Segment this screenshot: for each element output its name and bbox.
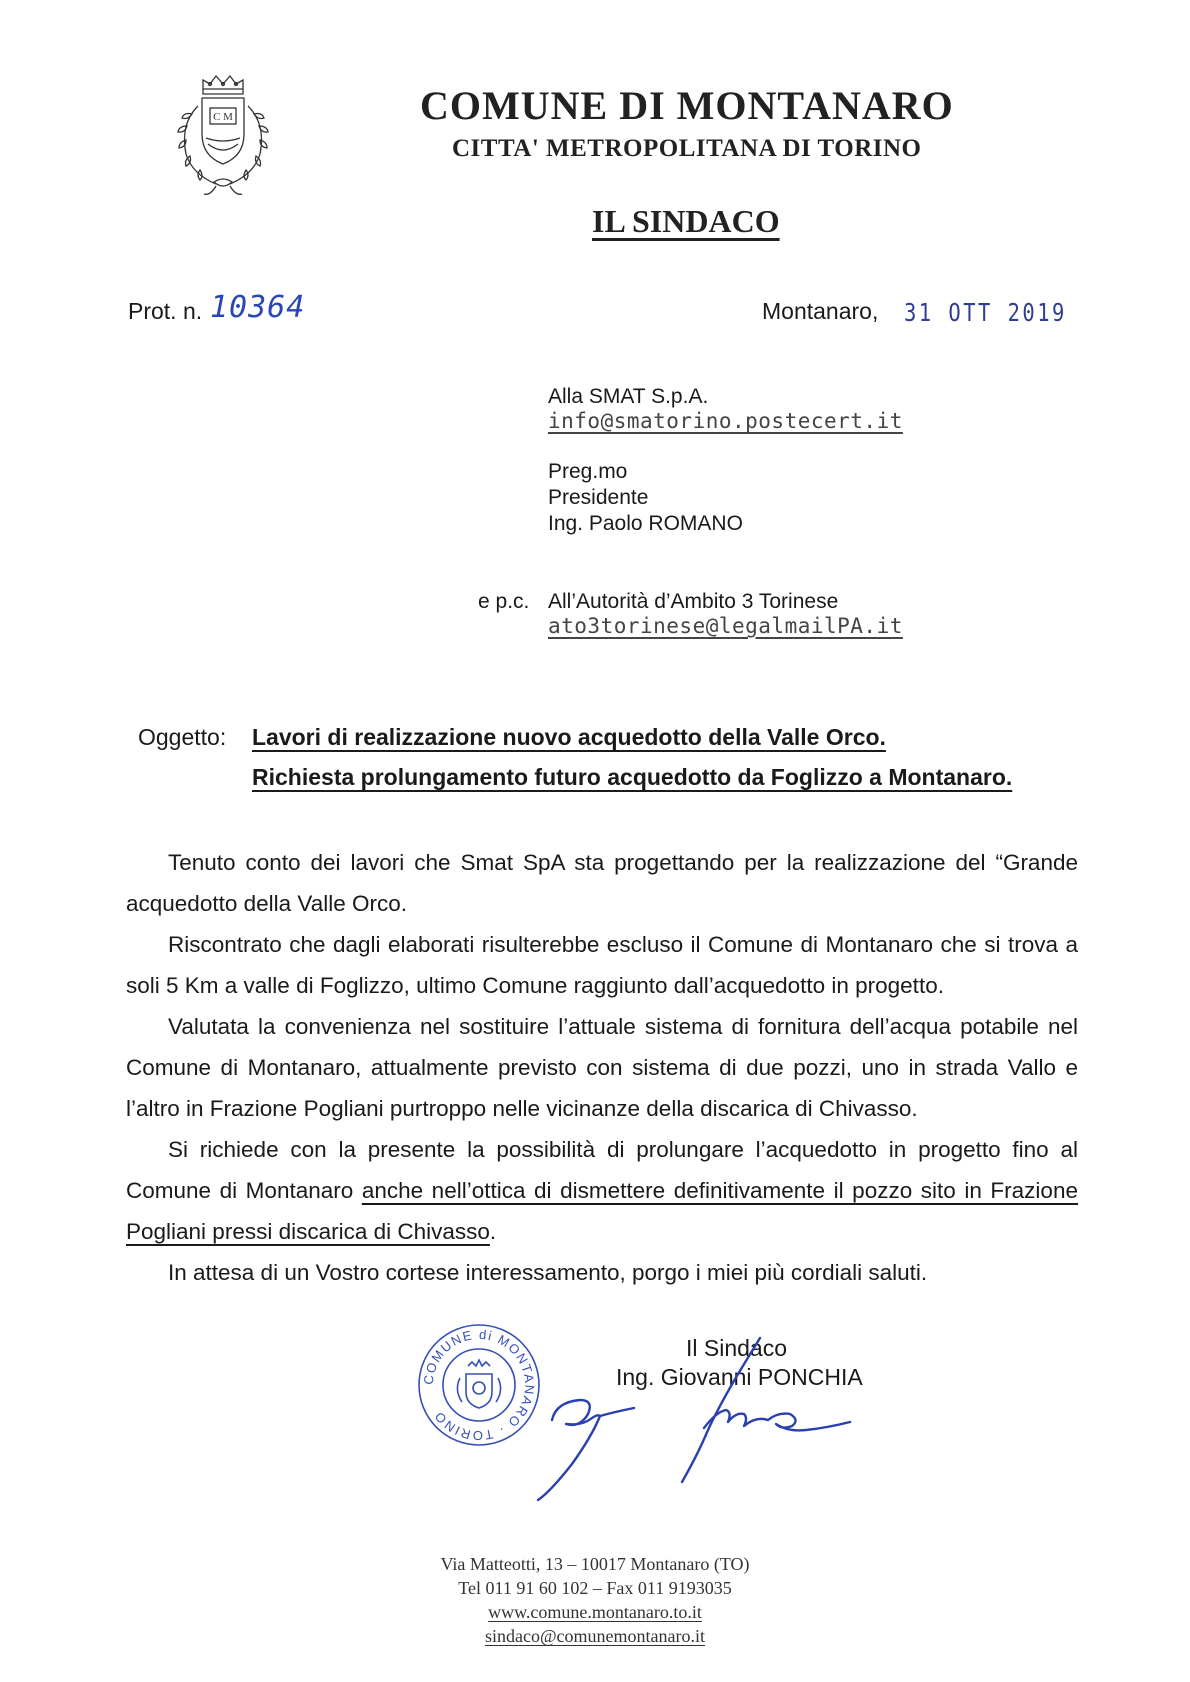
- official-stamp: [416, 1322, 542, 1448]
- place-label: Montanaro,: [762, 298, 879, 324]
- body-p4-underlined: anche nell’ottica di dismettere definitivamente il pozzo sito in Frazione Pogliani pressi discarica di Chivasso: [126, 1178, 1078, 1244]
- municipal-crest-logo: [170, 72, 276, 200]
- signature-title: Il Sindaco: [686, 1335, 788, 1361]
- handwritten-signature: [530, 1332, 910, 1508]
- footer-website-row: [0, 1600, 1190, 1624]
- svg-text:C M: C M: [213, 111, 233, 123]
- footer-website-link[interactable]: www.comune.montanaro.to.it: [488, 1602, 702, 1622]
- cc-email-link[interactable]: ato3torinese@legalmailPA.it: [548, 614, 903, 638]
- subject-line-1: Lavori di realizzazione nuovo acquedotto della Valle Orco.: [252, 724, 886, 750]
- date-stamp: 31 OTT 2019: [904, 298, 1067, 327]
- recipient-name: Ing. Paolo ROMANO: [548, 512, 743, 535]
- body-p4-start: Si richiede con la presente la possibilità di prolungare l’acquedotto in progetto fino al Comune di Montanaro: [126, 1137, 1078, 1203]
- cc-label: e p.c.: [478, 590, 530, 613]
- body-paragraph-4: [126, 1129, 1078, 1252]
- svg-text:COMUNE di MONTANARO · TORINO: COMUNE di MONTANARO · TORINO: [420, 1326, 538, 1444]
- recipient-email-link[interactable]: info@smatorino.postecert.it: [548, 409, 903, 433]
- protocol-label: Prot. n.: [128, 298, 203, 324]
- signature-name: Ing. Giovanni PONCHIA: [616, 1364, 863, 1390]
- recipient-salutation: Preg.mo: [548, 460, 628, 483]
- protocol-number-handwritten: 10364: [210, 290, 306, 325]
- footer-address: Via Matteotti, 13 – 10017 Montanaro (TO): [440, 1554, 750, 1574]
- body-paragraph-5: In attesa di un Vostro cortese interessamento, porgo i miei più cordiali saluti.: [168, 1260, 928, 1285]
- subject-line-2: Richiesta prolungamento futuro acquedotto da Foglizzo a Montanaro.: [252, 764, 1013, 790]
- body-p4-end: .: [489, 1219, 497, 1244]
- footer-email-link[interactable]: sindaco@comunemontanaro.it: [484, 1626, 706, 1646]
- office-heading: IL SINDACO: [592, 203, 780, 239]
- recipient-role: Presidente: [548, 486, 649, 509]
- footer-email-row: [0, 1624, 1190, 1648]
- municipality-title: COMUNE DI MONTANARO: [420, 83, 954, 128]
- letter-body: [126, 842, 1078, 1293]
- body-paragraph-2: Riscontrato che dagli elaborati risulterebbe escluso il Comune di Montanaro che si trova a soli 5 Km a valle di Foglizzo, ultimo Comune raggiunto dall’acquedotto in progetto.: [126, 932, 1078, 998]
- body-paragraph-1: Tenuto conto dei lavori che Smat SpA sta progettando per la realizzazione del “Grande acquedotto della Valle Orco.: [126, 850, 1078, 916]
- subject-label: Oggetto:: [138, 724, 227, 750]
- body-paragraph-3: Valutata la convenienza nel sostituire l’attuale sistema di fornitura dell’acqua potabile nel Comune di Montanaro, attualmente previsto con sistema di due pozzi, uno in strada Vallo e l’altro in Frazione Pogliani purtroppo nelle vicinanze della discarica di Chivasso.: [126, 1014, 1078, 1121]
- cc-recipient: All’Autorità d’Ambito 3 Torinese: [548, 590, 839, 613]
- recipient-company: Alla SMAT S.p.A.: [548, 385, 709, 408]
- municipality-subtitle: CITTA' METROPOLITANA DI TORINO: [452, 135, 922, 162]
- footer-phone: Tel 011 91 60 102 – Fax 011 9193035: [458, 1578, 732, 1598]
